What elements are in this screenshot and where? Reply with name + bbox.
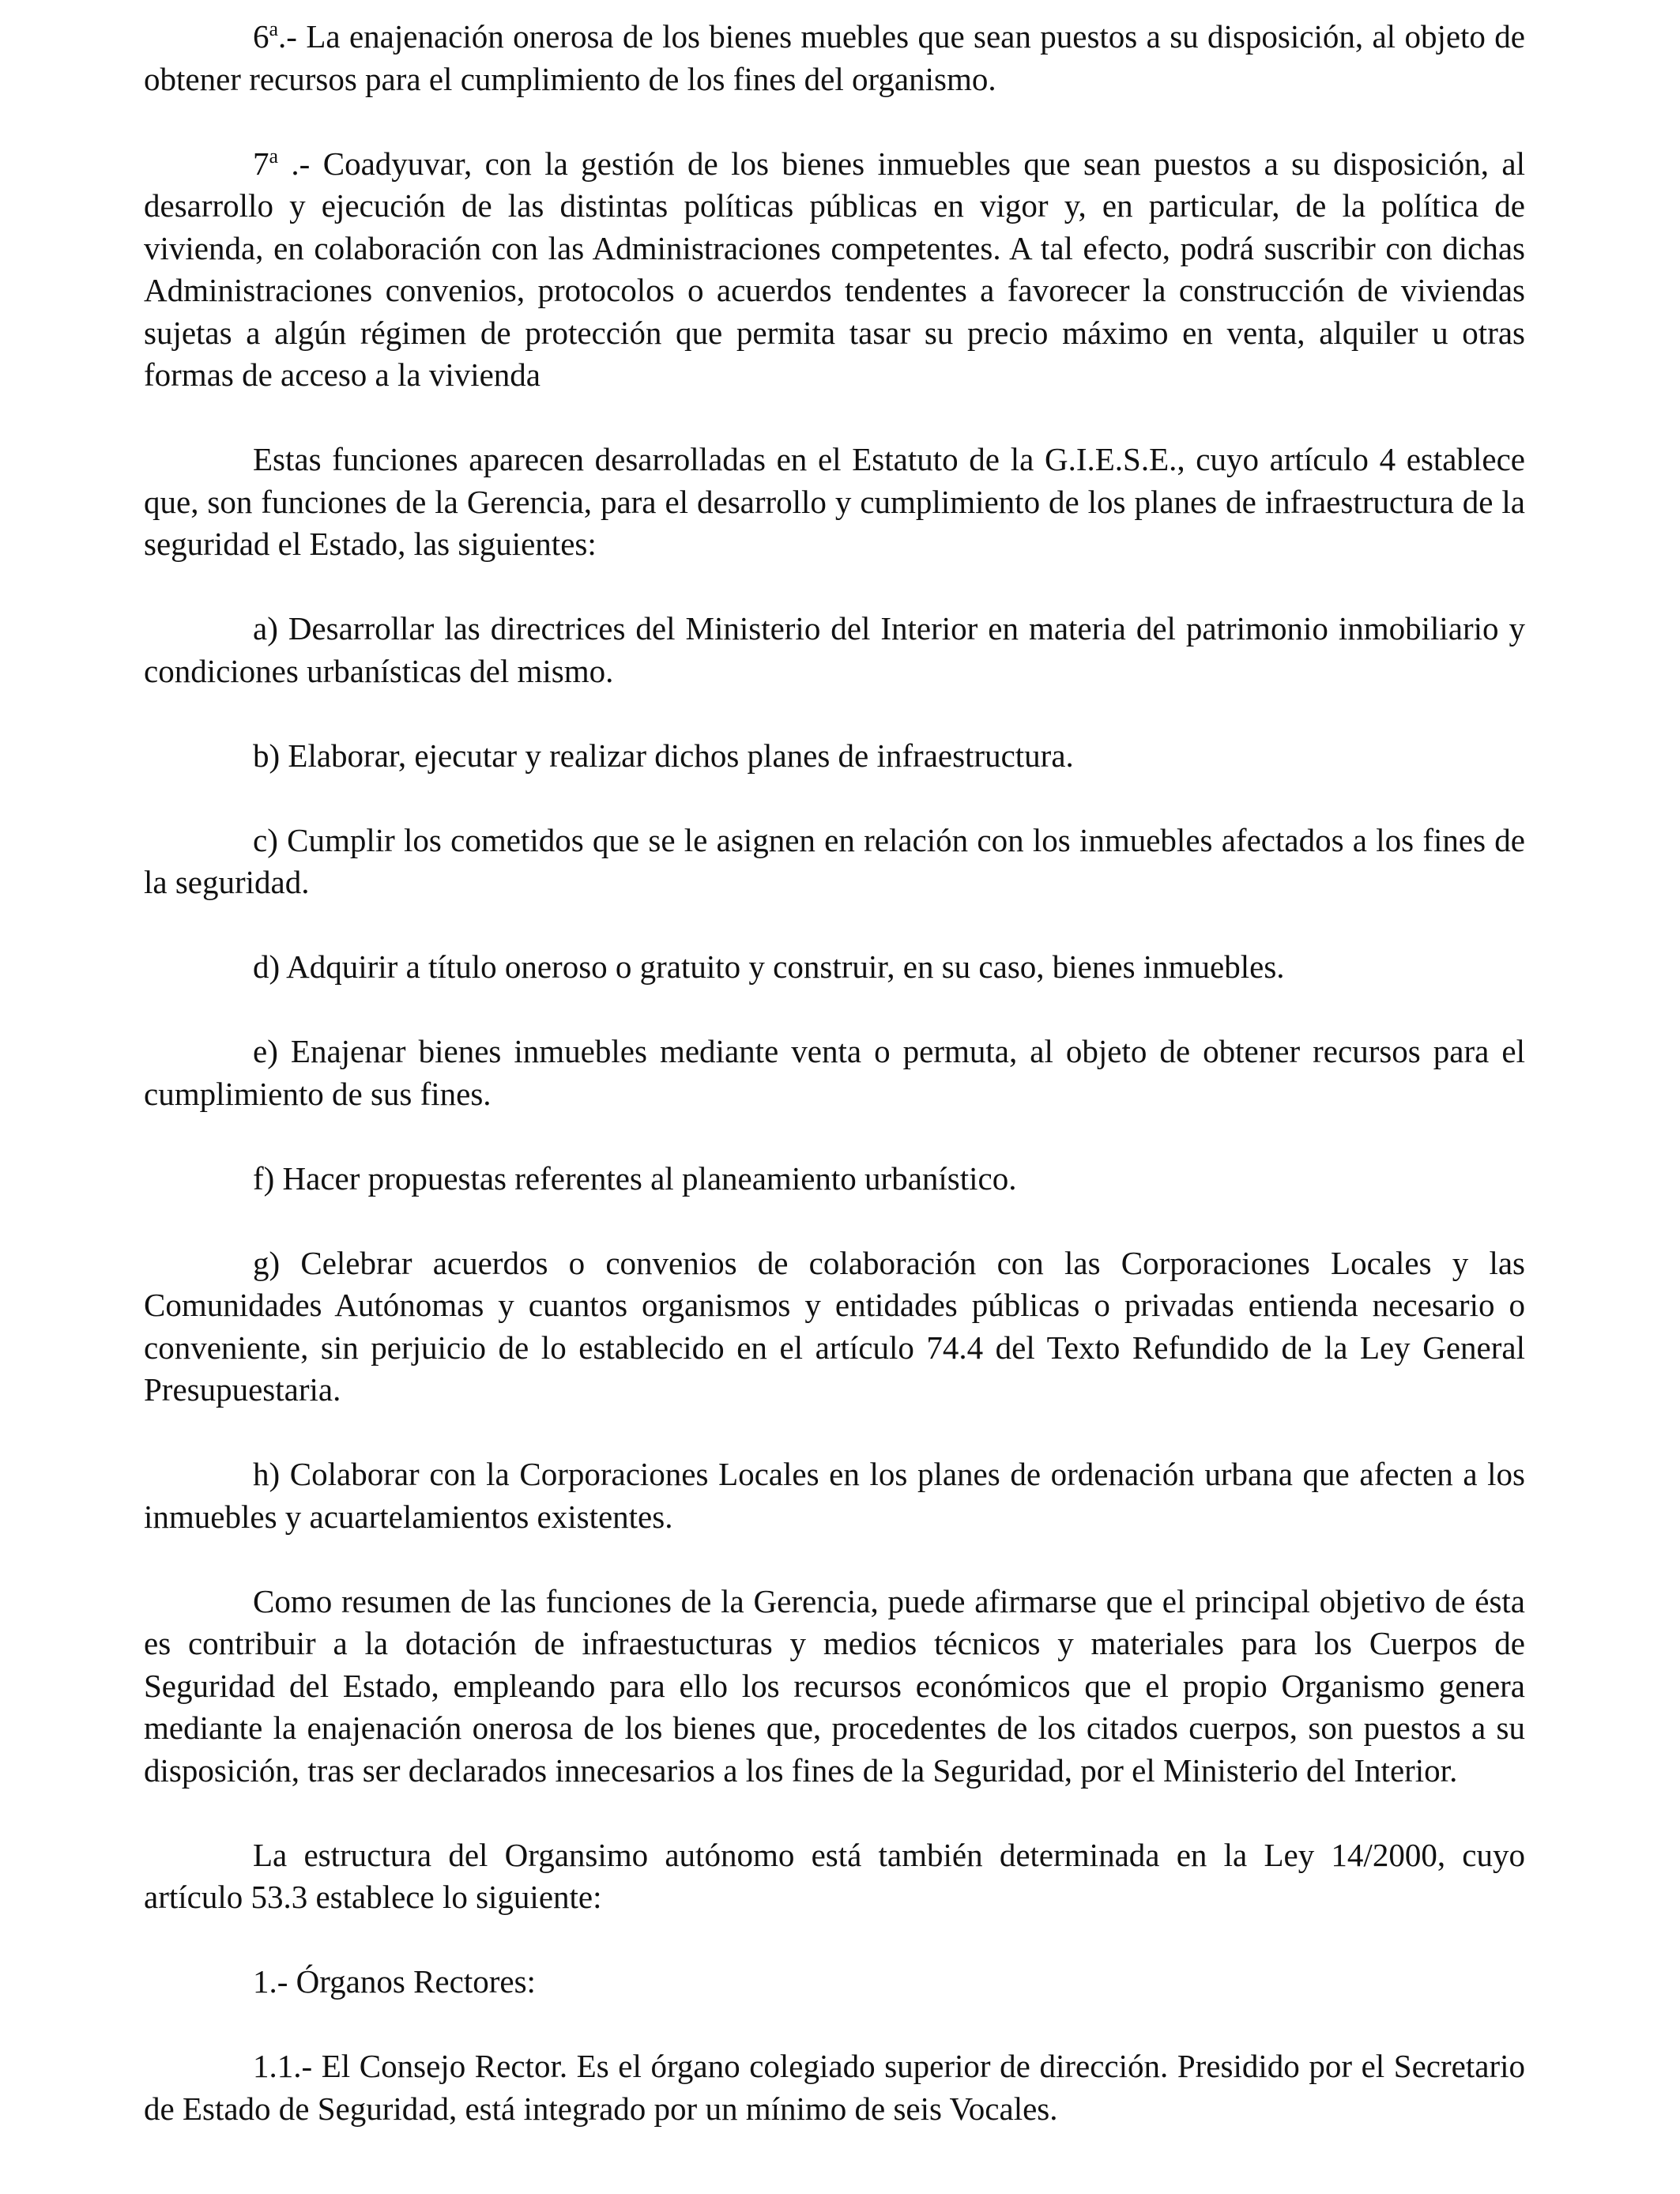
heading-organos-rectores: 1.- Órganos Rectores: — [253, 1963, 536, 2000]
paragraph-estatuto-intro: Estas funciones aparecen desarrolladas en el Estatuto de la G.I.E.S.E., cuyo artículo 4 establece que, son funciones de la Gerencia, para el desarrollo y cumplimiento de los planes de infraestructura de la seguridad el Estado, las siguientes: — [144, 441, 1525, 562]
list-item-f: f) Hacer propuestas referentes al planeamiento urbanístico. — [253, 1159, 1017, 1197]
list-item-b: b) Elaborar, ejecutar y realizar dichos planes de infraestructura. — [253, 737, 1074, 774]
list-item-a: a) Desarrollar las directrices del Ministerio del Interior en materia del patrimonio inmobiliario y condiciones urbanísticas del mismo. — [144, 610, 1525, 689]
paragraph-number: 7 — [253, 145, 269, 182]
ordinal-superscript: a — [269, 144, 279, 168]
paragraph-estructura: La estructura del Organsimo autónomo está también determinada en la Ley 14/2000, cuyo artículo 53.3 establece lo siguiente: — [144, 1836, 1525, 1915]
ordinal-superscript: a — [269, 17, 279, 40]
list-item-c: c) Cumplir los cometidos que se le asignen en relación con los inmuebles afectados a los fines de la seguridad. — [144, 821, 1525, 900]
list-item-e: e) Enajenar bienes inmuebles mediante venta o permuta, al objeto de obtener recursos para el cumplimiento de sus fines. — [144, 1033, 1525, 1112]
paragraph-resumen: Como resumen de las funciones de la Gerencia, puede afirmarse que el principal objetivo de ésta es contribuir a la dotación de infraestucturas y medios técnicos y materiales para los Cuerpos de Seguridad del Estado, empleando para ello los recursos económicos que el propio Organismo genera mediante la enajenación onerosa de los bienes que, procedentes de los citados cuerpos, son puestos a su disposición, tras ser declarados innecesarios a los fines de la Seguridad, por el Ministerio del Interior. — [144, 1582, 1525, 1789]
list-item-g: g) Celebrar acuerdos o convenios de colaboración con las Corporaciones Locales y las Comunidades Autónomas y cuantos organismos y entidades públicas o privadas entienda necesario o conveniente, sin perjuicio de lo establecido en el artículo 74.4 del Texto Refundido de la Ley General Presupuestaria. — [144, 1244, 1525, 1408]
paragraph-function-7a — [144, 143, 1525, 397]
document-page — [144, 16, 1525, 2130]
paragraph-consejo-rector: 1.1.- El Consejo Rector. Es el órgano colegiado superior de dirección. Presidido por el Secretario de Estado de Seguridad, está integrado por un mínimo de seis Vocales. — [144, 2048, 1525, 2127]
paragraph-number: 6 — [253, 18, 269, 55]
list-item-h: h) Colaborar con la Corporaciones Locales en los planes de ordenación urbana que afecten a los inmuebles y acuartelamientos existentes. — [144, 1456, 1525, 1535]
paragraph-function-6a — [144, 16, 1525, 100]
paragraph-text: .- La enajenación onerosa de los bienes muebles que sean puestos a su disposición, al objeto de obtener recursos para el cumplimiento de los fines del organismo. — [144, 18, 1525, 97]
list-item-d: d) Adquirir a título oneroso o gratuito y construir, en su caso, bienes inmuebles. — [253, 948, 1285, 985]
paragraph-text: .- Coadyuvar, con la gestión de los bienes inmuebles que sean puestos a su disposición, al desarrollo y ejecución de las distintas políticas públicas en vigor y, en particular, de la política de vivienda, en colaboración con las Administraciones competentes. A tal efecto, podrá suscribir con dichas Administraciones convenios, protocolos o acuerdos tendentes a favorecer la construcción de viviendas sujetas a algún régimen de protección que permita tasar su precio máximo en venta, alquiler u otras formas de acceso a la vivienda — [144, 145, 1525, 393]
